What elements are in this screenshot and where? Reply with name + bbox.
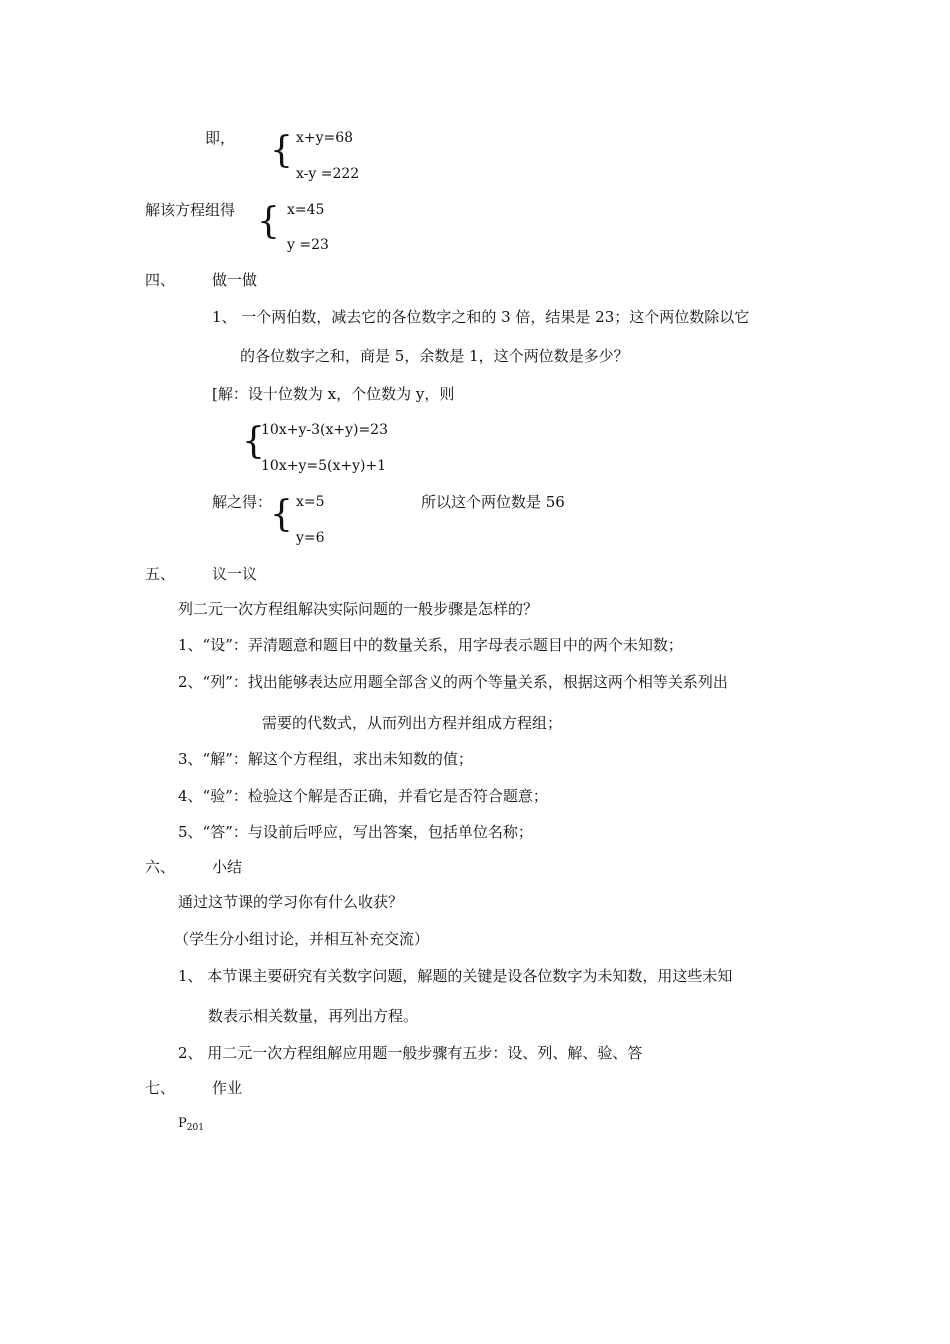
- step-item: 需要的代数式，从而列出方程并组成方程组；: [262, 714, 563, 732]
- system-label-ji: 即，: [205, 129, 236, 147]
- step-item: 3、“解”：解这个方程组，求出未知数的值；: [178, 750, 473, 768]
- equation: y =23: [287, 237, 329, 253]
- section-number: 六、: [145, 858, 176, 876]
- step-item: 1、“设”：弄清题意和题目中的数量关系，用字母表示题目中的两个未知数；: [178, 636, 683, 654]
- question-text: 的各位数字之和，商是 5，余数是 1，这个两位数是多少？: [240, 347, 629, 365]
- question-text: 1、 一个两伯数，减去它的各位数字之和的 3 倍，结果是 23；这个两位数除以它: [212, 308, 750, 326]
- question-text: 通过这节课的学习你有什么收获？: [178, 893, 404, 911]
- equation: x+y=68: [296, 130, 354, 146]
- equation: 10x+y=5(x+y)+1: [261, 458, 387, 474]
- step-item: 5、“答”：与设前后呼应，写出答案，包括单位名称；: [178, 823, 533, 841]
- equation: x=45: [287, 202, 325, 218]
- section-title: 小结: [212, 858, 243, 876]
- section-title: 议一议: [212, 565, 258, 583]
- section-title: 作业: [212, 1079, 243, 1097]
- left-brace-icon: {: [242, 421, 265, 462]
- summary-item: 1、 本节课主要研究有关数字问题，解题的关键是设各位数字为未知数，用这些未知: [178, 967, 733, 985]
- equation: y=6: [296, 530, 325, 546]
- step-item: 2、“列”：找出能够表达应用题全部含义的两个等量关系，根据这两个相等关系列出: [178, 673, 728, 691]
- solution-intro: [解：设十位数为 x，个位数为 y，则: [212, 385, 455, 403]
- answer-text: 所以这个两位数是 56: [421, 493, 565, 511]
- step-item: 4、“验”：检验这个解是否正确，并看它是否符合题意；: [178, 787, 548, 805]
- left-brace-icon: {: [270, 130, 293, 171]
- note-text: （学生分小组讨论，并相互补充交流）: [174, 930, 430, 948]
- summary-item: 数表示相关数量，再列出方程。: [208, 1007, 419, 1025]
- homework-page: [178, 1114, 204, 1138]
- page-number: 201: [186, 1123, 204, 1133]
- section-number: 五、: [145, 565, 176, 583]
- equation: x=5: [296, 494, 325, 510]
- section-title: 做一做: [212, 271, 258, 289]
- section-number: 七、: [145, 1079, 176, 1097]
- summary-item: 2、 用二元一次方程组解应用题一般步骤有五步：设、列、解、验、答: [178, 1044, 643, 1062]
- equation: 10x+y-3(x+y)=23: [261, 422, 388, 438]
- solution-label: 解该方程组得: [145, 201, 236, 219]
- question-text: 列二元一次方程组解决实际问题的一般步骤是怎样的？: [178, 600, 539, 618]
- equation: x-y =222: [296, 166, 360, 182]
- section-number: 四、: [145, 271, 176, 289]
- result-label: 解之得：: [212, 493, 273, 511]
- page-prefix: P: [178, 1116, 187, 1131]
- left-brace-icon: {: [257, 201, 280, 242]
- left-brace-icon: {: [270, 494, 293, 535]
